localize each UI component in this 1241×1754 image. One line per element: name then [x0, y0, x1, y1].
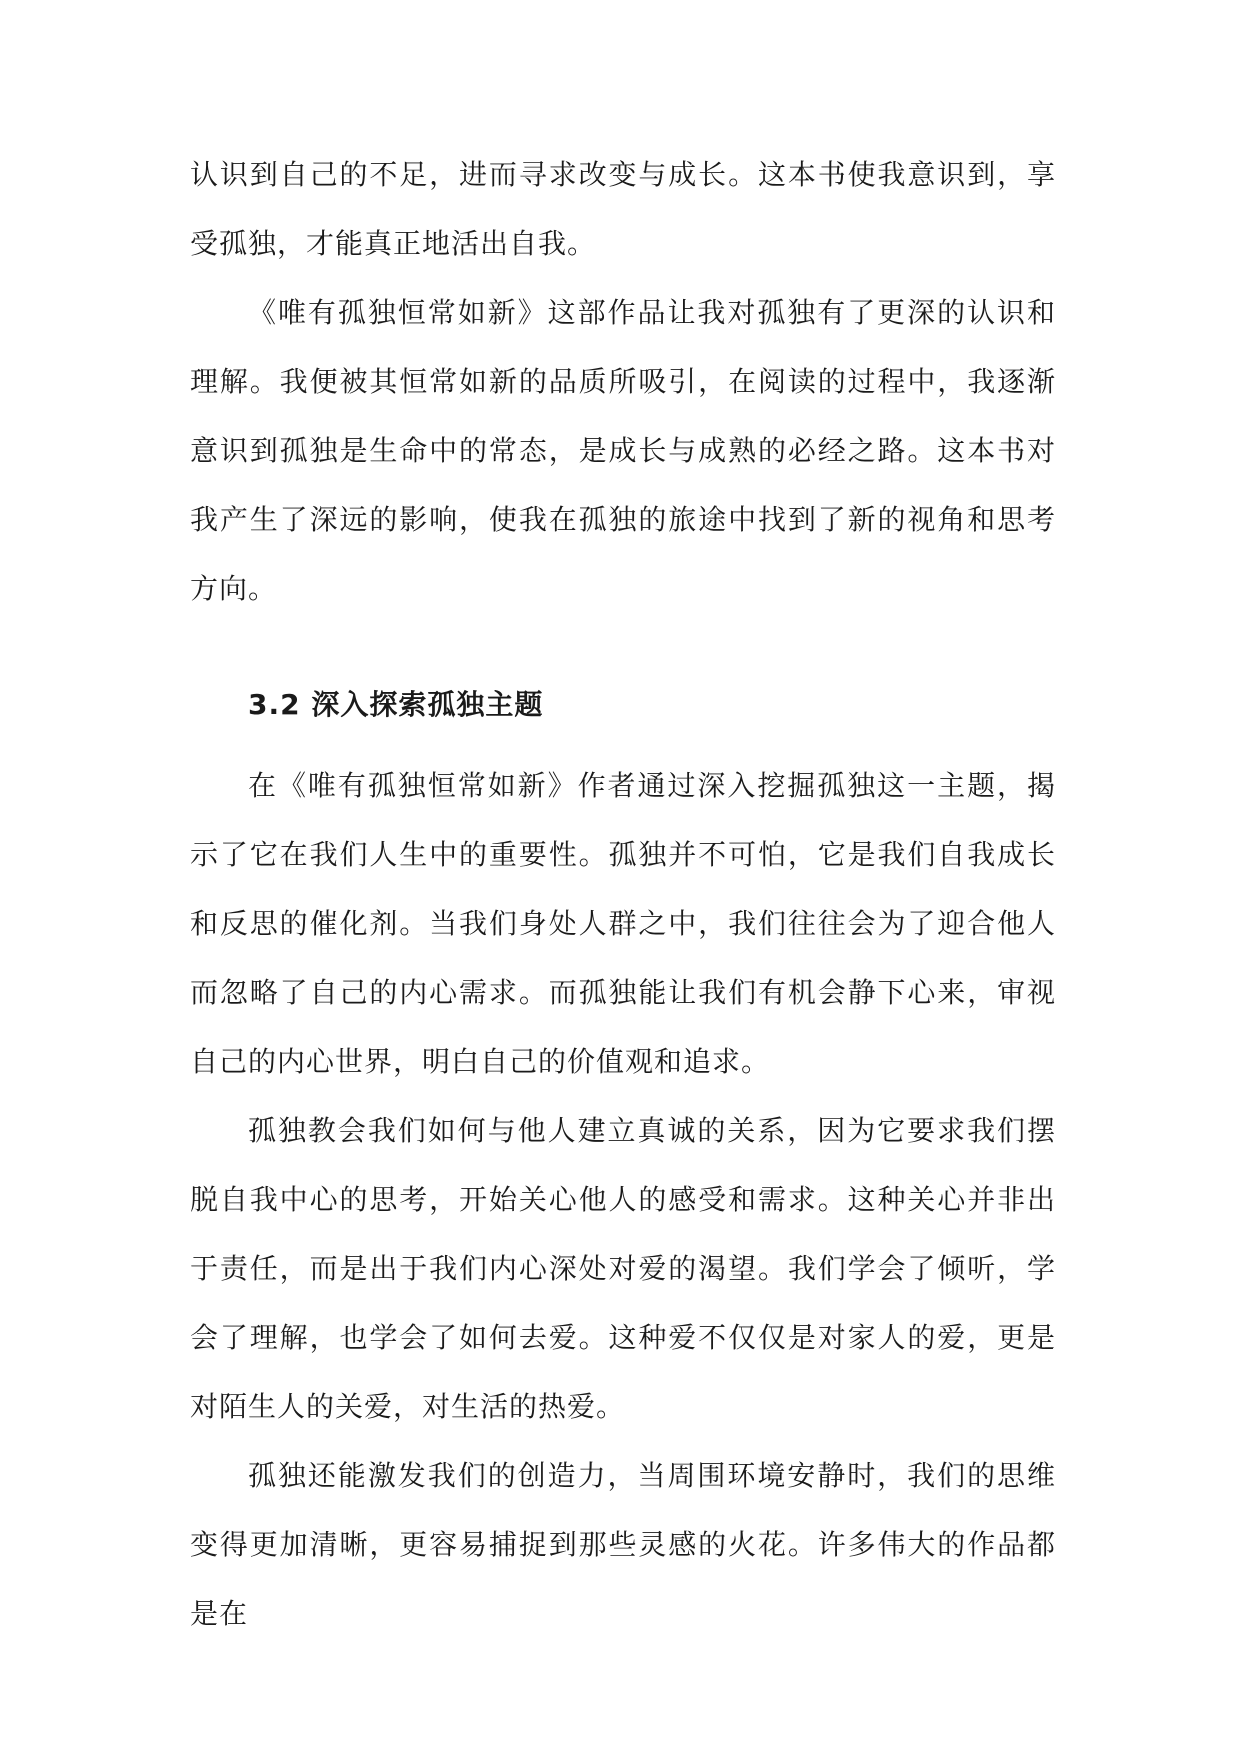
paragraph-book-impression: 《唯有孤独恒常如新》这部作品让我对孤独有了更深的认识和理解。我便被其恒常如新的品质所吸引，在阅读的过程中，我逐渐意识到孤独是生命中的常态，是成长与成熟的必经之路。这本书对我产生了深远的影响，使我在孤独的旅途中找到了新的视角和思考方向。 [190, 296, 1056, 605]
paragraph-solitude-importance: 在《唯有孤独恒常如新》作者通过深入挖掘孤独这一主题，揭示了它在我们人生中的重要性。孤独并不可怕，它是我们自我成长和反思的催化剂。当我们身处人群之中，我们往往会为了迎合他人而忽略了自己的内心需求。而孤独能让我们有机会静下心来，审视自己的内心世界，明白自己的价值观和追求。 [190, 769, 1056, 1078]
paragraph-continuation: 认识到自己的不足，进而寻求改变与成长。这本书使我意识到，享受孤独，才能真正地活出自我。 [190, 158, 1056, 260]
paragraph-solitude-relationships: 孤独教会我们如何与他人建立真诚的关系，因为它要求我们摆脱自我中心的思考，开始关心他人的感受和需求。这种关心并非出于责任，而是出于我们内心深处对爱的渴望。我们学会了倾听，学会了理解，也学会了如何去爱。这种爱不仅仅是对家人的爱，更是对陌生人的关爱，对生活的热爱。 [190, 1114, 1056, 1423]
document-body [190, 140, 1056, 1648]
section-heading: 3.2 深入探索孤独主题 [248, 688, 544, 721]
paragraph-solitude-creativity: 孤独还能激发我们的创造力，当周围环境安静时，我们的思维变得更加清晰，更容易捕捉到那些灵感的火花。许多伟大的作品都是在 [190, 1459, 1056, 1630]
